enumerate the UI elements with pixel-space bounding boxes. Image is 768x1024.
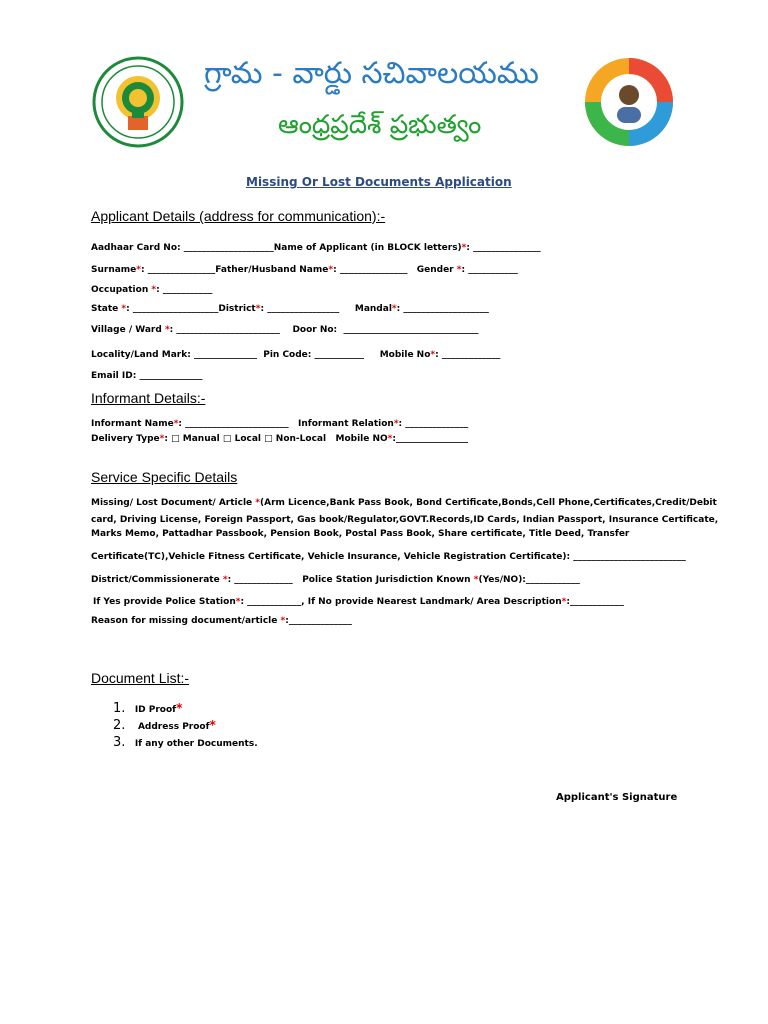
form-title: Missing Or Lost Documents Application — [246, 175, 512, 189]
police-station-row[interactable]: If Yes provide Police Station*: ____________, If No provide Nearest Landmark/ Area Description*:____________ — [93, 597, 624, 607]
aadhaar-field[interactable]: Aadhaar Card No: ____________________Name of Applicant (in BLOCK letters)*: _______________ — [91, 243, 541, 253]
reason-row[interactable]: Reason for missing document/article *:______________ — [91, 616, 352, 626]
village-row[interactable]: Village / Ward *: _______________________ Door No: ______________________________ — [91, 325, 479, 335]
local-checkbox[interactable]: □ — [222, 434, 232, 444]
section-service-heading: Service Specific Details — [91, 469, 238, 485]
document-item-1: 1. ID Proof* — [113, 701, 183, 716]
village-secretariat-badge-icon — [584, 57, 674, 147]
ap-government-seal-icon — [92, 56, 184, 148]
email-field[interactable]: Email ID: ______________ — [91, 371, 203, 381]
state-row[interactable]: State *: ___________________District*: ________________ Mandal*: ___________________ — [91, 304, 489, 314]
document-item-3: 3. If any other Documents. — [113, 735, 258, 750]
section-documents-heading: Document List:- — [91, 670, 190, 686]
section-applicant-heading: Applicant Details (address for communication):- — [91, 208, 386, 224]
section-informant-heading: Informant Details:- — [91, 390, 206, 406]
manual-checkbox[interactable]: □ — [171, 434, 180, 444]
applicant-signature-label: Applicant's Signature — [556, 792, 678, 803]
missing-document-line1: Missing/ Lost Document/ Article *(Arm Licence,Bank Pass Book, Bond Certificate,Bonds,Cell Phone,Certificates,Credit/Debit — [91, 498, 717, 508]
header-telugu-line2: ఆంధ్రప్రదేశ్ ప్రభుత్వం — [278, 110, 482, 140]
district-commissionerate-row[interactable]: District/Commissionerate *: _____________ Police Station Jurisdiction Known *(Yes/NO):____________ — [91, 575, 580, 585]
document-item-2: 2. Address Proof* — [113, 718, 216, 733]
header-telugu-line1: గ్రామ - వార్డు సచివాలయము — [204, 56, 539, 91]
missing-document-line3: Marks Memo, Pattadhar Passbook, Pension Book, Postal Pass Book, Share certificate, Title Deed, Transfer — [91, 529, 630, 539]
informant-name-row[interactable]: Informant Name*: _______________________ Informant Relation*: ______________ — [91, 419, 469, 429]
occupation-field[interactable]: Occupation *: ___________ — [91, 285, 213, 295]
locality-row[interactable]: Locality/Land Mark: ______________ Pin Code: ___________ Mobile No*: _____________ — [91, 350, 501, 360]
surname-row[interactable]: Surname*: _______________Father/Husband Name*: _______________ Gender *: ___________ — [91, 265, 518, 275]
missing-document-line2: card, Driving License, Foreign Passport, Gas book/Regulator,GOVT.Records,ID Cards, Indian Passport, Insurance Certificate, — [91, 515, 719, 525]
delivery-type-row: Delivery Type*: □ Manual □ Local □ Non-Local Mobile NO*:________________ — [91, 434, 468, 444]
nonlocal-checkbox[interactable]: □ — [264, 434, 273, 444]
missing-document-line4[interactable]: Certificate(TC),Vehicle Fitness Certificate, Vehicle Insurance, Vehicle Registration Certificate): _________________________ — [91, 552, 686, 562]
